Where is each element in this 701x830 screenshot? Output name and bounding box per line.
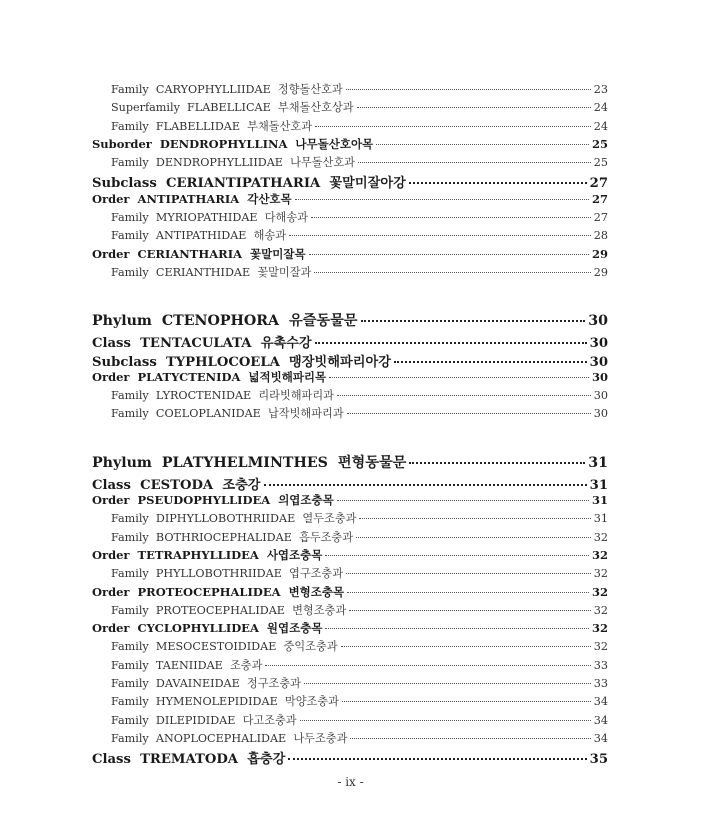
toc-entry-label (92, 310, 358, 330)
korean-name: 유촉수강 (260, 336, 312, 352)
toc-entry[interactable] (92, 172, 608, 190)
dot-leader (304, 683, 591, 684)
toc-entry[interactable] (92, 638, 608, 656)
page-ref: 24 (593, 101, 608, 115)
toc-entry-label (111, 510, 356, 526)
page-ref: 30 (589, 336, 608, 352)
taxon-rank: Family (111, 229, 149, 243)
page-ref: 30 (593, 389, 608, 403)
taxon-name: CYCLOPHYLLIDEA (137, 621, 259, 636)
toc-entry-label (92, 452, 406, 472)
korean-name: 해송과 (253, 229, 287, 243)
section-gap (92, 424, 608, 452)
dot-leader (357, 107, 591, 108)
korean-name: 막양조충과 (284, 695, 339, 709)
korean-name: 꽃말미잘아강 (329, 176, 406, 192)
dot-leader (350, 738, 590, 739)
toc-entry[interactable] (92, 730, 608, 748)
toc-entry-label (111, 227, 286, 243)
taxon-name: BOTHRIOCEPHALIDAE (155, 530, 292, 544)
section-gap (92, 282, 608, 310)
toc-entry[interactable] (92, 675, 608, 693)
korean-name: 원엽조충목 (266, 621, 323, 636)
korean-name: 나무돌산호아목 (295, 136, 374, 151)
korean-name: 넓적빗해파리목 (248, 369, 327, 384)
taxon-name: DILEPIDIDAE (155, 713, 236, 727)
taxon-rank: Family (111, 713, 149, 727)
toc-entry-label (92, 584, 344, 600)
taxon-rank: Suborder (92, 136, 152, 151)
toc-entry-label (92, 332, 312, 351)
taxon-name: PSEUDOPHYLLIDEA (137, 493, 271, 508)
korean-name: 사엽조충목 (266, 547, 323, 562)
toc-entry-label (111, 264, 311, 280)
toc-entry[interactable] (92, 264, 608, 282)
korean-name: 납작빗해파리과 (267, 407, 344, 421)
dot-leader (409, 462, 585, 464)
dot-leader (346, 89, 591, 90)
dot-leader (315, 126, 591, 127)
taxon-rank: Family (111, 211, 149, 225)
page-ref: 24 (593, 119, 608, 133)
taxon-rank: Family (111, 658, 149, 672)
page-ref: 27 (593, 211, 608, 225)
toc-entry-label (92, 748, 285, 767)
korean-name: 조충강 (222, 477, 261, 493)
dot-leader (349, 610, 591, 611)
dot-leader (300, 720, 591, 721)
toc-entry[interactable] (92, 99, 608, 117)
toc-entry-label (111, 405, 344, 421)
taxon-rank: Phylum (92, 454, 152, 471)
taxon-name: CERIANTHIDAE (155, 265, 251, 279)
toc-entry-label (111, 712, 297, 728)
taxon-rank: Family (111, 640, 149, 654)
taxon-name: ANTIPATHARIA (137, 191, 240, 206)
toc-entry-label (92, 620, 322, 636)
toc-entry-label (111, 565, 343, 581)
korean-name: 변형조충목 (288, 584, 345, 599)
taxon-name: FLABELLICAE (187, 101, 271, 115)
taxon-rank: Family (111, 512, 149, 526)
korean-name: 나두조충과 (293, 731, 348, 745)
korean-name: 정구조충과 (246, 677, 301, 691)
toc-entry-label (111, 529, 353, 545)
taxon-name: TENTACULATA (140, 336, 252, 352)
korean-name: 부채돌산호상과 (277, 101, 354, 115)
page-ref: 32 (591, 584, 608, 599)
dot-leader (311, 217, 591, 218)
page-ref: 27 (589, 176, 608, 192)
taxon-rank: Order (92, 547, 130, 562)
dot-leader (341, 646, 591, 647)
korean-name: 각산호목 (247, 191, 292, 206)
page-ref: 28 (593, 229, 608, 243)
korean-name: 부채돌산호과 (247, 119, 313, 133)
taxon-name: PHYLLOBOTHRIIDAE (155, 567, 282, 581)
dot-leader (337, 500, 589, 501)
korean-name: 흡충강 (247, 752, 286, 768)
taxon-name: CERIANTIPATHARIA (165, 176, 321, 192)
page-ref: 32 (591, 621, 608, 636)
toc-entry[interactable] (92, 474, 608, 492)
toc-entry-label (92, 547, 322, 563)
toc-entry[interactable] (92, 246, 608, 264)
table-of-contents (92, 81, 608, 767)
toc-entry-label (111, 657, 262, 673)
taxon-rank: Family (111, 530, 149, 544)
korean-name: 다해송과 (264, 211, 308, 225)
page-ref: 31 (591, 493, 608, 508)
korean-name: 꽃말미잘목 (250, 246, 306, 261)
taxon-name: DAVAINEIDAE (155, 677, 240, 691)
toc-entry[interactable] (92, 602, 608, 620)
dot-leader (358, 162, 591, 163)
taxon-rank: Order (92, 493, 130, 508)
dot-leader (288, 758, 586, 760)
toc-entry[interactable] (92, 547, 608, 565)
dot-leader (315, 342, 587, 344)
page-ref: 23 (593, 83, 608, 96)
korean-name: 조충과 (229, 658, 263, 672)
dot-leader (314, 272, 590, 273)
korean-name: 흡두조충과 (299, 530, 354, 544)
taxon-rank: Family (111, 119, 149, 133)
taxon-rank: Order (92, 246, 130, 261)
taxon-name: TAENIIDAE (155, 658, 223, 672)
taxon-rank: Class (92, 752, 131, 768)
taxon-name: PROTEOCEPHALIDEA (137, 584, 281, 599)
page-ref: 30 (593, 407, 608, 421)
toc-entry[interactable] (92, 748, 608, 766)
taxon-rank: Subclass (92, 354, 157, 370)
taxon-rank: Family (111, 156, 149, 170)
taxon-rank: Family (111, 695, 149, 709)
taxon-name: PLATYHELMINTHES (161, 454, 328, 471)
toc-entry-label (92, 369, 326, 385)
taxon-name: TETRAPHYLLIDEA (137, 547, 259, 562)
taxon-name: TYPHLOCOELA (165, 354, 280, 370)
page-ref: 29 (591, 246, 608, 261)
korean-name: 꽃말미잘과 (257, 265, 312, 279)
taxon-rank: Family (111, 567, 149, 581)
taxon-name: ANTIPATHIDAE (155, 229, 247, 243)
dot-leader (409, 182, 587, 184)
page-ref: 32 (593, 603, 608, 617)
toc-entry[interactable] (92, 227, 608, 245)
page-ref: 27 (591, 191, 608, 206)
taxon-name: HYMENOLEPIDIDAE (155, 695, 278, 709)
taxon-rank: Family (111, 731, 149, 745)
korean-name: 중익조충과 (283, 640, 338, 654)
taxon-rank: Family (111, 603, 149, 617)
korean-name: 편형동물문 (337, 454, 407, 471)
taxon-name: DIPHYLLOBOTHRIIDAE (155, 512, 296, 526)
dot-leader (309, 254, 589, 255)
toc-entry-label (92, 172, 406, 191)
toc-entry[interactable] (92, 405, 608, 423)
page-ref: 32 (593, 640, 608, 654)
page-ref: 29 (593, 265, 608, 279)
page-ref: 31 (593, 512, 608, 526)
toc-entry[interactable] (92, 209, 608, 227)
taxon-name: CESTODA (140, 477, 214, 493)
toc-entry[interactable] (92, 584, 608, 602)
taxon-rank: Family (111, 407, 149, 421)
korean-name: 리라빗해파리과 (258, 389, 334, 403)
toc-entry-label (111, 675, 301, 691)
dot-leader (265, 665, 590, 666)
taxon-rank: Superfamily (111, 101, 180, 115)
dot-leader (342, 701, 591, 702)
page-ref: 34 (593, 695, 608, 709)
toc-entry[interactable] (92, 492, 608, 510)
toc-entry-label (92, 191, 292, 207)
taxon-name: LYROCTENIDAE (155, 389, 252, 403)
taxon-rank: Family (111, 265, 149, 279)
dot-leader (329, 377, 589, 378)
toc-entry[interactable] (92, 657, 608, 675)
page-ref: 34 (593, 713, 608, 727)
toc-entry-label (111, 81, 343, 97)
page-ref: 33 (593, 658, 608, 672)
korean-name: 엽구조충과 (289, 567, 344, 581)
korean-name: 나무돌산호과 (290, 156, 355, 170)
dot-leader (361, 320, 586, 322)
toc-entry-label (111, 209, 308, 225)
toc-entry[interactable] (92, 332, 608, 350)
taxon-name: MESOCESTOIDIDAE (155, 640, 277, 654)
dot-leader (347, 592, 589, 593)
dot-leader (325, 628, 589, 629)
taxon-name: MYRIOPATHIDAE (155, 211, 258, 225)
toc-entry-label (92, 351, 391, 370)
taxon-rank: Class (92, 336, 131, 352)
taxon-rank: Family (111, 677, 149, 691)
page-ref: 32 (593, 530, 608, 544)
page-number: - ix - (337, 775, 364, 789)
toc-entry[interactable] (92, 351, 608, 369)
dot-leader (264, 484, 587, 486)
toc-entry[interactable] (92, 620, 608, 638)
taxon-rank: Subclass (92, 176, 157, 192)
toc-entry-label (111, 638, 338, 654)
taxon-name: FLABELLIDAE (155, 119, 241, 133)
toc-entry-label (111, 154, 355, 170)
toc-entry-label (111, 730, 347, 746)
toc-entry-label (111, 602, 346, 618)
taxon-name: CARYOPHYLLIIDAE (155, 83, 271, 96)
toc-entry-label (111, 99, 354, 115)
toc-entry[interactable] (92, 191, 608, 209)
taxon-rank: Order (92, 621, 130, 636)
toc-entry-label (111, 387, 334, 403)
page-ref: 32 (593, 567, 608, 581)
korean-name: 맹장빗해파리아강 (289, 354, 391, 370)
page-ref: 31 (589, 477, 608, 493)
toc-entry-label (92, 136, 373, 152)
dot-leader (356, 537, 591, 538)
korean-name: 의엽조충목 (278, 493, 334, 508)
taxon-name: COELOPLANIDAE (155, 407, 261, 421)
dot-leader (394, 361, 587, 363)
page-ref: 32 (591, 547, 608, 562)
dot-leader (376, 144, 589, 145)
taxon-name: CERIANTHARIA (137, 246, 243, 261)
korean-name: 다고조충과 (242, 713, 297, 727)
taxon-rank: Class (92, 477, 131, 493)
page-ref: 35 (589, 752, 608, 768)
toc-entry[interactable] (92, 529, 608, 547)
korean-name: 유즐동물문 (288, 313, 358, 330)
dot-leader (359, 518, 590, 519)
taxon-rank: Family (111, 389, 149, 403)
toc-entry[interactable] (92, 712, 608, 730)
dot-leader (346, 573, 591, 574)
dot-leader (347, 413, 591, 414)
dot-leader (337, 395, 591, 396)
taxon-rank: Order (92, 584, 130, 599)
page-ref: 30 (589, 354, 608, 370)
page-ref: 33 (593, 677, 608, 691)
taxon-name: PLATYCTENIDA (137, 369, 241, 384)
taxon-rank: Phylum (92, 313, 152, 330)
taxon-rank: Order (92, 369, 130, 384)
toc-entry[interactable] (92, 565, 608, 583)
toc-entry[interactable] (92, 81, 608, 99)
toc-entry[interactable] (92, 154, 608, 172)
taxon-name: PROTEOCEPHALIDAE (155, 603, 285, 617)
page-ref: 31 (588, 454, 608, 471)
korean-name: 변형조충과 (292, 603, 347, 617)
toc-entry[interactable] (92, 369, 608, 387)
toc-entry-label (92, 246, 306, 262)
page-ref: 25 (591, 136, 608, 151)
toc-entry-label (111, 693, 339, 709)
toc-entry-label (92, 474, 261, 493)
toc-entry[interactable] (92, 693, 608, 711)
dot-leader (325, 555, 589, 556)
taxon-name: TREMATODA (140, 752, 238, 768)
toc-entry[interactable] (92, 387, 608, 405)
toc-entry[interactable] (92, 510, 608, 528)
taxon-rank: Order (92, 191, 130, 206)
taxon-name: ANOPLOCEPHALIDAE (155, 731, 287, 745)
korean-name: 정향돌산호과 (277, 83, 343, 96)
taxon-name: DENDROPHYLLINA (159, 136, 288, 151)
taxon-name: CTENOPHORA (161, 313, 280, 330)
toc-entry-label (111, 118, 312, 134)
dot-leader (289, 235, 591, 236)
korean-name: 열두조충과 (302, 512, 357, 526)
page-ref: 30 (591, 369, 608, 384)
toc-entry[interactable] (92, 452, 608, 474)
dot-leader (295, 199, 589, 200)
taxon-name: DENDROPHYLLIIDAE (155, 156, 283, 170)
page-ref: 34 (593, 731, 608, 745)
toc-entry[interactable] (92, 310, 608, 332)
toc-entry[interactable] (92, 118, 608, 136)
toc-entry[interactable] (92, 136, 608, 154)
taxon-rank: Family (111, 83, 149, 96)
page-ref: 30 (588, 313, 608, 330)
toc-entry-label (92, 492, 334, 508)
page-ref: 25 (593, 156, 608, 170)
